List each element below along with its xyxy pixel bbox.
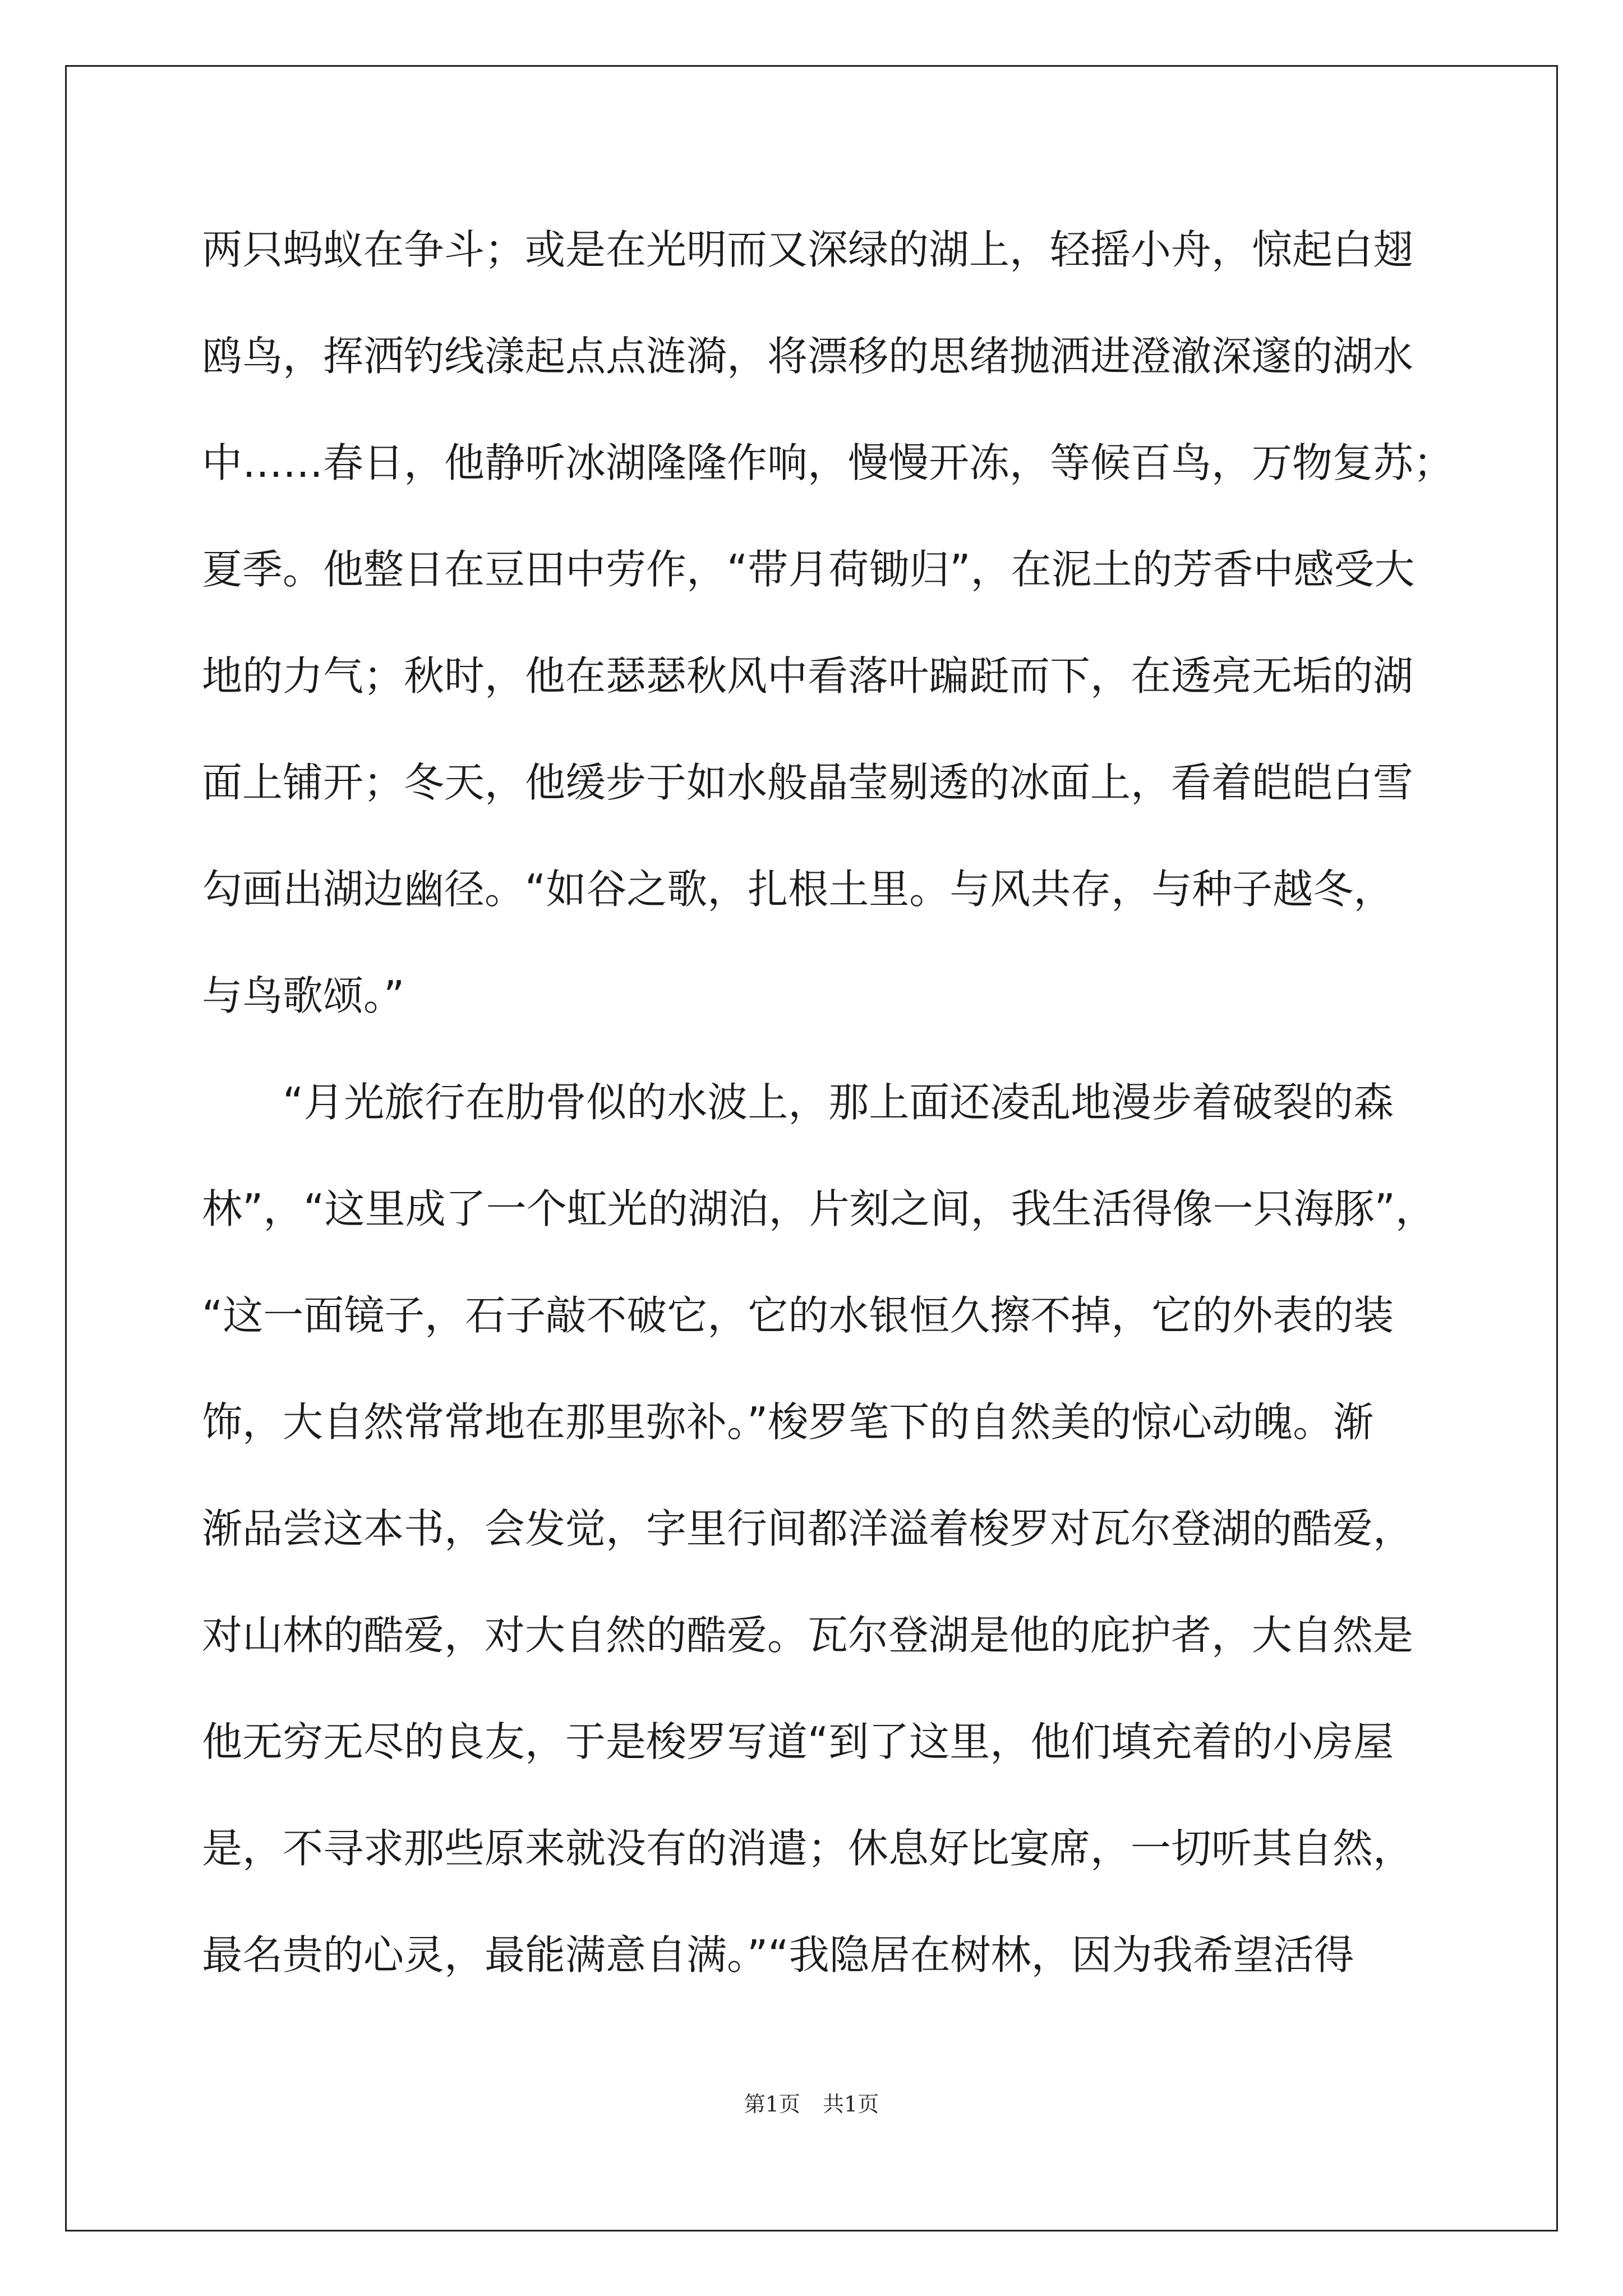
text-line: 两只蚂蚁在争斗；或是在光明而又深绿的湖上，轻摇小舟，惊起白翅: [202, 226, 1414, 273]
text-line: 最名贵的心灵，最能满意自满。”“我隐居在树林，因为我希望活得: [202, 1931, 1354, 1978]
text-line: 地的力气；秋时，他在瑟瑟秋风中看落叶蹁跹而下，在透亮无垢的湖: [202, 652, 1414, 700]
document-body: [202, 216, 1454, 2028]
text-line: 他无穷无尽的良友，于是梭罗写道“到了这里，他们填充着的小房屋: [202, 1718, 1394, 1765]
text-line: 林”，“这里成了一个虹光的湖泊，片刻之间，我生活得像一只海豚”，: [202, 1185, 1436, 1232]
paragraph-first-line: “月光旅行在肋骨似的水波上，那上面还凌乱地漫步着破裂的森: [283, 1079, 1394, 1126]
text-line: 鸥鸟，挥洒钓线漾起点点涟漪，将漂移的思绪抛洒进澄澈深邃的湖水: [202, 333, 1414, 380]
text-line: 渐品尝这本书，会发觉，字里行间都洋溢着梭罗对瓦尔登湖的酷爱，: [202, 1505, 1414, 1552]
page-number: 第1页: [744, 2092, 800, 2116]
text-line: 夏季。他整日在豆田中劳作，“带月荷锄归”，在泥土的芳香中感受大: [202, 546, 1415, 593]
text-line: 中……春日，他静听冰湖隆隆作响，慢慢开冻，等候百鸟，万物复苏；: [202, 439, 1454, 486]
text-line: 勾画出湖边幽径。“如谷之歌，扎根土里。与风共存，与种子越冬，: [202, 866, 1394, 913]
text-line: 是，不寻求那些原来就没有的消遣；休息好比宴席，一切听其自然，: [202, 1825, 1414, 1872]
text-line: 与鸟歌颂。”: [202, 972, 405, 1019]
page-footer: [0, 2087, 1623, 2118]
text-line: 对山林的酷爱，对大自然的酷爱。瓦尔登湖是他的庇护者，大自然是: [202, 1612, 1414, 1659]
text-line: 饰，大自然常常地在那里弥补。”梭罗笔下的自然美的惊心动魄。渐: [202, 1398, 1374, 1446]
text-line: “这一面镜子，石子敲不破它，它的水银恒久擦不掉，它的外表的装: [202, 1292, 1394, 1339]
text-line: 面上铺开；冬天，他缓步于如水般晶莹剔透的冰面上，看着皑皑白雪: [202, 759, 1414, 806]
page-total: 共1页: [823, 2092, 879, 2116]
